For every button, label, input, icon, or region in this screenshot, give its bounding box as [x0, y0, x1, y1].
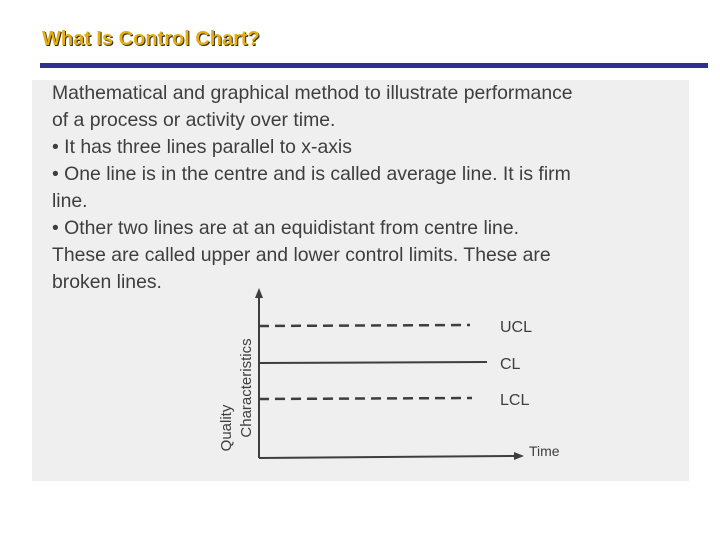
y-axis-label-line2: Characteristics — [238, 338, 255, 438]
bullet-item: • It has three lines parallel to x-axis — [52, 136, 352, 158]
x-axis-label: Time — [529, 443, 560, 459]
text-line: broken lines. — [52, 271, 162, 293]
cl-label: CL — [500, 356, 521, 373]
ucl-line — [259, 325, 470, 326]
text-line: These are called upper and lower control limits. These are — [52, 244, 551, 266]
bullet-item: • One line is in the centre and is called average line. It is firm — [52, 163, 571, 185]
slide-title: What Is Control Chart? — [42, 28, 260, 50]
title-divider — [40, 63, 708, 68]
text-line: Mathematical and graphical method to illustrate performance — [52, 82, 573, 104]
ucl-label: UCL — [500, 319, 533, 336]
bullet-item: • Other two lines are at an equidistant from centre line. — [52, 217, 520, 239]
lcl-line — [259, 398, 472, 399]
control-chart-diagram — [32, 80, 689, 481]
text-line: line. — [52, 190, 88, 212]
scanned-content-panel — [32, 80, 689, 481]
y-axis-arrow-icon — [255, 288, 263, 298]
x-axis-arrow-icon — [514, 452, 524, 460]
text-line: of a process or activity over time. — [52, 109, 336, 131]
x-axis — [259, 456, 516, 458]
cl-line — [259, 362, 487, 363]
lcl-label: LCL — [500, 392, 530, 409]
y-axis-label-line1: Quality — [218, 404, 235, 452]
